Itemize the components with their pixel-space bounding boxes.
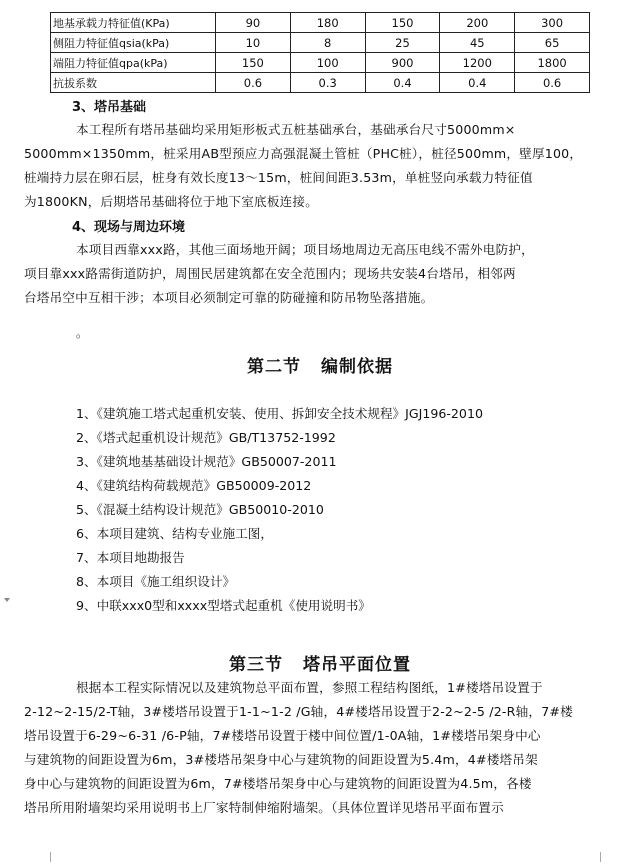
text-line: 台塔吊空中互相干涉；本项目必须制定可靠的防碰撞和防吊物坠落措施。 — [24, 290, 434, 305]
text-line: 5000mm×1350mm，桩采用AB型预应力高强混凝土管桩（PHC桩），桩径500mm，壁厚100， — [24, 146, 583, 161]
table-cell: 300 — [515, 13, 590, 33]
row-label: 抗拔系数 — [51, 73, 216, 93]
paragraph-foundation — [24, 118, 598, 214]
crop-mark-bottom-left — [40, 852, 51, 862]
row-label: 端阻力特征值qpa(kPa) — [51, 53, 216, 73]
crop-mark-bottom-right — [600, 852, 611, 862]
text-line: 本项目西靠xxx路，其他三面场地开阔；项目场地周边无高压电线不需外电防护， — [76, 242, 534, 257]
text-line: 身中心与建筑物的间距设置为6m，7#楼塔吊架身中心与建筑物的间距设置为4.5m，各楼 — [24, 776, 532, 791]
list-item: 9、中联xxx0型和xxxx型塔式起重机《使用说明书》 — [76, 598, 371, 613]
table-cell: 0.6 — [216, 73, 291, 93]
text-line: 为1800KN，后期塔吊基础将位于地下室底板连接。 — [24, 194, 319, 209]
table-cell: 1200 — [440, 53, 515, 73]
table-row — [51, 33, 590, 53]
table-cell: 200 — [440, 13, 515, 33]
text-line: 桩端持力层在卵石层，桩身有效长度13～15m，桩间间距3.53m，单桩竖向承载力特征值 — [24, 170, 533, 185]
list-item: 7、本项目地勘报告 — [76, 550, 185, 565]
parameter-table — [50, 12, 590, 93]
list-item: 4、《建筑结构荷载规范》GB50009-2012 — [76, 478, 312, 493]
margin-marker — [4, 598, 10, 602]
list-item: 8、本项目《施工组织设计》 — [76, 574, 236, 589]
text-line: 2-12~2-15/2-T轴，3#楼塔吊设置于1-1~1-2 /G轴，4#楼塔吊设置于2-2~2-5 /2-R轴，7#楼 — [24, 704, 573, 719]
chapter-title-position — [0, 650, 640, 675]
chapter-number: 第三节 — [229, 655, 283, 675]
text-line: 塔吊设置于6-29~6-31 /6-P轴，7#楼塔吊设置于楼中间位置/1-0A轴，1#楼塔吊架身中心 — [24, 728, 541, 743]
list-item: 6、本项目建筑、结构专业施工图， — [76, 526, 273, 541]
text-line: 本工程所有塔吊基础均采用矩形板式五桩基础承台，基础承台尺寸5000mm× — [76, 122, 516, 137]
table-cell: 150 — [365, 13, 440, 33]
table-cell: 150 — [216, 53, 291, 73]
chapter-number: 第二节 — [247, 357, 301, 377]
table-cell: 25 — [365, 33, 440, 53]
table-cell: 0.4 — [440, 73, 515, 93]
text-line: 项目靠xxx路需街道防护，周围民居建筑都在安全范围内；现场共安装4台塔吊，相邻两 — [24, 266, 516, 281]
table-cell: 45 — [440, 33, 515, 53]
text-line: 根据本工程实际情况以及建筑物总平面布置，参照工程结构图纸，1#楼塔吊设置于 — [76, 680, 543, 695]
paragraph-position — [24, 676, 598, 820]
table-cell: 100 — [290, 53, 365, 73]
table-cell: 65 — [515, 33, 590, 53]
chapter-name: 塔吊平面位置 — [303, 655, 411, 675]
table-cell: 8 — [290, 33, 365, 53]
list-item: 2、《塔式起重机设计规范》GB/T13752-1992 — [76, 430, 336, 445]
stray-period: 。 — [76, 326, 89, 340]
table-cell: 0.4 — [365, 73, 440, 93]
list-item: 3、《建筑地基基础设计规范》GB50007-2011 — [76, 454, 337, 469]
chapter-name: 编制依据 — [321, 357, 393, 377]
section-heading-environment: 4、现场与周边环境 — [72, 220, 186, 235]
table-cell: 10 — [216, 33, 291, 53]
table-row — [51, 73, 590, 93]
chapter-title-basis — [0, 352, 640, 377]
text-line: 与建筑物的间距设置为6m，3#楼塔吊架身中心与建筑物的间距设置为5.4m，4#楼塔吊架 — [24, 752, 538, 767]
row-label: 侧阻力特征值qsia(kPa) — [51, 33, 216, 53]
list-item: 1、《建筑施工塔式起重机安装、使用、拆卸安全技术规程》JGJ196-2010 — [76, 406, 483, 421]
table-cell: 1800 — [515, 53, 590, 73]
basis-list — [76, 402, 483, 618]
table-cell: 180 — [290, 13, 365, 33]
table-cell: 900 — [365, 53, 440, 73]
table-cell: 0.6 — [515, 73, 590, 93]
row-label: 地基承载力特征值(KPa) — [51, 13, 216, 33]
list-item: 5、《混凝土结构设计规范》GB50010-2010 — [76, 502, 324, 517]
table-row — [51, 13, 590, 33]
text-line: 塔吊所用附墙架均采用说明书上厂家特制伸缩附墙架。（具体位置详见塔吊平面布置示 — [24, 800, 504, 815]
table-row — [51, 53, 590, 73]
paragraph-environment — [24, 238, 598, 310]
table-cell: 90 — [216, 13, 291, 33]
section-heading-foundation: 3、塔吊基础 — [72, 100, 147, 115]
table-cell: 0.3 — [290, 73, 365, 93]
